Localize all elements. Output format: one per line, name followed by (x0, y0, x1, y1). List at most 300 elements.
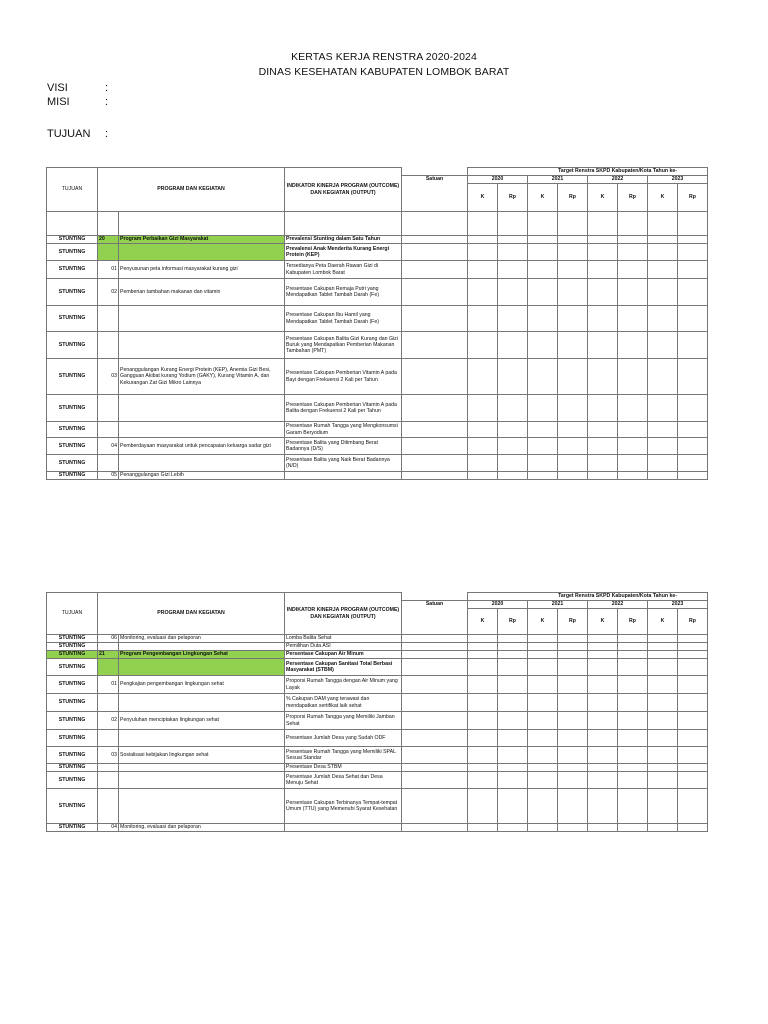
cell-target (528, 643, 558, 651)
cell-target (558, 306, 588, 332)
cell-target (648, 789, 678, 824)
cell-target (648, 261, 678, 279)
misi-colon: : (105, 96, 109, 108)
cell-tujuan: STUNTING (47, 438, 98, 455)
cell-target (528, 764, 558, 772)
cell-target (588, 764, 618, 772)
cell-indikator: Presentase Rumah Tangga yang Memiliki SPAL Sesuai Standar (285, 747, 402, 764)
cell-tujuan: STUNTING (47, 694, 98, 712)
table-row (47, 659, 708, 676)
cell-satuan (402, 730, 468, 747)
visi-colon: : (105, 82, 109, 94)
cell-indikator (285, 824, 402, 832)
cell-target (468, 261, 498, 279)
cell-target (678, 635, 708, 643)
cell-target (498, 694, 528, 712)
cell-tujuan: STUNTING (47, 643, 98, 651)
cell-target (618, 472, 648, 480)
table-row (47, 651, 708, 659)
cell-code: 02 (98, 279, 119, 306)
cell-target (618, 712, 648, 730)
cell-target (648, 712, 678, 730)
cell-target (558, 747, 588, 764)
cell-target (558, 332, 588, 359)
header-rp: Rp (678, 609, 708, 635)
cell-program (119, 395, 285, 422)
cell-target (528, 789, 558, 824)
cell-target (648, 244, 678, 261)
cell-target (468, 824, 498, 832)
cell-target (648, 747, 678, 764)
cell-target (588, 438, 618, 455)
cell-target (588, 244, 618, 261)
cell-satuan (402, 472, 468, 480)
header-k: K (528, 184, 558, 212)
cell-target (648, 694, 678, 712)
cell-target (528, 712, 558, 730)
header-satuan: Satuan (402, 176, 468, 212)
cell-target (528, 747, 558, 764)
cell-code: 05 (98, 472, 119, 480)
header-k: K (588, 609, 618, 635)
cell-target (468, 306, 498, 332)
cell-target (558, 261, 588, 279)
header-rp: Rp (558, 184, 588, 212)
header-tujuan: TUJUAN (47, 168, 98, 212)
cell-target (648, 764, 678, 772)
cell-target (498, 712, 528, 730)
cell-indikator: Prevalensi Anak Menderita Kurang Energi Protein (KEP) (285, 244, 402, 261)
cell-satuan (402, 747, 468, 764)
cell-satuan (402, 332, 468, 359)
cell-program: Penanggulangan Gizi Lebih (119, 472, 285, 480)
cell-tujuan: STUNTING (47, 712, 98, 730)
cell-indikator: Lomba Balita Sehat (285, 635, 402, 643)
cell-code: 21 (98, 651, 119, 659)
cell-satuan (402, 694, 468, 712)
header-k: K (588, 184, 618, 212)
cell-target (528, 730, 558, 747)
cell-target (678, 332, 708, 359)
cell-target (528, 651, 558, 659)
cell-tujuan: STUNTING (47, 422, 98, 438)
table-row (47, 635, 708, 643)
cell-target (468, 676, 498, 694)
document-title: KERTAS KERJA RENSTRA 2020-2024 (291, 51, 477, 63)
cell-target (498, 747, 528, 764)
cell-target (588, 676, 618, 694)
cell-code (98, 772, 119, 789)
header-tujuan: TUJUAN (47, 593, 98, 635)
header-indikator: INDIKATOR KINERJA PROGRAM (OUTCOME) DAN KEGIATAN (OUTPUT) (285, 168, 402, 212)
tujuan-label: TUJUAN (47, 128, 91, 140)
cell-target (678, 789, 708, 824)
cell-satuan (402, 789, 468, 824)
header-year-2022: 2022 (588, 601, 648, 609)
cell-tujuan: STUNTING (47, 651, 98, 659)
cell-target (618, 772, 648, 789)
cell-target (648, 395, 678, 422)
cell-target (558, 764, 588, 772)
cell-target (558, 676, 588, 694)
cell-target (528, 694, 558, 712)
cell-target (498, 332, 528, 359)
cell-target (498, 651, 528, 659)
cell-tujuan: STUNTING (47, 261, 98, 279)
renstra-table-1 (46, 167, 708, 480)
cell-program (119, 455, 285, 472)
cell-target (468, 694, 498, 712)
header-year-2020: 2020 (468, 601, 528, 609)
cell-indikator: Presentase Cakupan Ibu Hamil yang Mendapatkan Tablet Tambah Darah (Fe) (285, 306, 402, 332)
cell-code: 04 (98, 438, 119, 455)
cell-satuan (402, 244, 468, 261)
cell-indikator: Presentase Balita yang Ditimbang Berat Badannya (D/S) (285, 438, 402, 455)
cell-target (558, 244, 588, 261)
cell-tujuan: STUNTING (47, 455, 98, 472)
cell-target (498, 438, 528, 455)
cell-target (678, 694, 708, 712)
cell-target (468, 455, 498, 472)
cell-program (119, 643, 285, 651)
cell-target (588, 261, 618, 279)
cell-target (498, 676, 528, 694)
cell-target (498, 730, 528, 747)
cell-target (558, 635, 588, 643)
cell-program: Penyusunan peta informasi masyarakat kurang gizi (119, 261, 285, 279)
header-year-2020: 2020 (468, 176, 528, 184)
cell-target (498, 772, 528, 789)
cell-tujuan: STUNTING (47, 279, 98, 306)
cell-target (468, 764, 498, 772)
cell-satuan (402, 659, 468, 676)
cell-program: Penyuluhan menciptakan lingkungan sehat (119, 712, 285, 730)
cell-target (528, 306, 558, 332)
cell-tujuan: STUNTING (47, 676, 98, 694)
header-year-2021: 2021 (528, 601, 588, 609)
cell-indikator: Presentase Rumah Tangga yang Mengkonsumsi Garam Beryodium (285, 422, 402, 438)
cell-target (678, 438, 708, 455)
cell-indikator: Presentase Desa STBM (285, 764, 402, 772)
cell-target (618, 359, 648, 395)
table-row (47, 332, 708, 359)
cell-target (618, 395, 648, 422)
cell-target (678, 824, 708, 832)
table-2-body (47, 635, 708, 832)
cell-program (119, 772, 285, 789)
cell-target (498, 306, 528, 332)
cell-tujuan: STUNTING (47, 359, 98, 395)
table-row (47, 438, 708, 455)
cell-target (618, 261, 648, 279)
cell-target (648, 472, 678, 480)
cell-program (119, 730, 285, 747)
cell-target (528, 279, 558, 306)
cell-program: Pemberian tambahan makanan dan vitamin (119, 279, 285, 306)
cell-satuan (402, 359, 468, 395)
cell-target (648, 306, 678, 332)
document-subtitle: DINAS KESEHATAN KABUPATEN LOMBOK BARAT (258, 66, 510, 78)
cell-target (558, 422, 588, 438)
cell-target (468, 332, 498, 359)
cell-target (528, 359, 558, 395)
table-1-body (47, 236, 708, 480)
cell-code: 01 (98, 676, 119, 694)
cell-target (588, 635, 618, 643)
header-rp: Rp (558, 609, 588, 635)
cell-target (528, 824, 558, 832)
cell-code (98, 395, 119, 422)
cell-code (98, 422, 119, 438)
cell-indikator: Presentase Cakupan Pemberian Vitamin A pada Bayi dengan Frekuensi 2 Kali per Tahun (285, 359, 402, 395)
cell-target (528, 395, 558, 422)
cell-target (678, 772, 708, 789)
cell-target (618, 279, 648, 306)
cell-target (468, 651, 498, 659)
cell-code: 03 (98, 359, 119, 395)
cell-program: Program Perbaikan Gizi Masyarakat (119, 236, 285, 244)
cell-satuan (402, 676, 468, 694)
cell-target (588, 659, 618, 676)
header-k: K (528, 609, 558, 635)
cell-target (498, 455, 528, 472)
cell-indikator: Prevalensi Stunting dalam Satu Tahun (285, 236, 402, 244)
cell-target (468, 395, 498, 422)
cell-target (618, 651, 648, 659)
cell-tujuan: STUNTING (47, 824, 98, 832)
cell-target (558, 643, 588, 651)
header-year-2023: 2023 (648, 176, 708, 184)
cell-target (648, 659, 678, 676)
cell-program: Pengkajian pengembangan lingkungan sehat (119, 676, 285, 694)
cell-target (678, 712, 708, 730)
cell-target (468, 730, 498, 747)
table-row (47, 730, 708, 747)
cell-indikator (285, 472, 402, 480)
cell-target (678, 472, 708, 480)
header-rp: Rp (618, 609, 648, 635)
cell-target (468, 279, 498, 306)
cell-target (588, 643, 618, 651)
cell-target (678, 422, 708, 438)
cell-target (528, 261, 558, 279)
cell-program (119, 332, 285, 359)
cell-indikator: Presentase Cakupan Remaja Putri yang Mendapatkan Tablet Tambah Darah (Fe) (285, 279, 402, 306)
cell-target (588, 236, 618, 244)
cell-target (678, 306, 708, 332)
header-target: Target Renstra SKPD Kabupaten/Kota Tahun ke- (468, 168, 708, 176)
cell-target (558, 438, 588, 455)
tujuan-colon: : (105, 128, 109, 140)
cell-target (588, 422, 618, 438)
header-target: Target Renstra SKPD Kabupaten/Kota Tahun ke- (468, 593, 708, 601)
cell-target (468, 422, 498, 438)
cell-target (618, 676, 648, 694)
cell-program: Program Pengembangan Lingkungan Sehat (119, 651, 285, 659)
cell-tujuan: STUNTING (47, 244, 98, 261)
cell-program (119, 659, 285, 676)
cell-target (558, 651, 588, 659)
cell-target (618, 694, 648, 712)
cell-code (98, 455, 119, 472)
cell-tujuan: STUNTING (47, 764, 98, 772)
cell-code: 02 (98, 712, 119, 730)
cell-target (558, 694, 588, 712)
cell-target (468, 244, 498, 261)
cell-target (498, 824, 528, 832)
cell-target (498, 244, 528, 261)
table-row (47, 236, 708, 244)
cell-target (648, 279, 678, 306)
table-row (47, 747, 708, 764)
cell-satuan (402, 438, 468, 455)
cell-tujuan: STUNTING (47, 747, 98, 764)
cell-target (618, 789, 648, 824)
cell-target (618, 730, 648, 747)
cell-target (648, 676, 678, 694)
cell-code (98, 643, 119, 651)
cell-target (468, 789, 498, 824)
cell-target (648, 730, 678, 747)
cell-target (498, 279, 528, 306)
cell-satuan (402, 422, 468, 438)
cell-tujuan: STUNTING (47, 789, 98, 824)
cell-program (119, 422, 285, 438)
cell-program: Pemberdayaan masyarakat untuk pencapaian keluarga sadar gizi (119, 438, 285, 455)
header-k: K (648, 184, 678, 212)
cell-indikator: Pemilihan Duta ASI (285, 643, 402, 651)
cell-target (528, 244, 558, 261)
cell-target (528, 236, 558, 244)
cell-program: Penanggulangan Kurang Energi Protein (KEP), Anemia Gizi Besi, Gangguan Akibat kurang Yodium (GAKY), Kurang Vitamin A, dan Kekurangan Zat Gizi Mikro Lainnya (119, 359, 285, 395)
cell-satuan (402, 772, 468, 789)
cell-target (648, 772, 678, 789)
header-k: K (648, 609, 678, 635)
cell-target (618, 422, 648, 438)
table-row (47, 772, 708, 789)
cell-target (588, 455, 618, 472)
cell-program (119, 764, 285, 772)
cell-target (588, 772, 618, 789)
cell-tujuan: STUNTING (47, 472, 98, 480)
cell-target (558, 279, 588, 306)
cell-program (119, 306, 285, 332)
cell-target (498, 395, 528, 422)
cell-target (648, 359, 678, 395)
cell-satuan (402, 764, 468, 772)
cell-target (648, 635, 678, 643)
cell-code (98, 332, 119, 359)
cell-target (468, 712, 498, 730)
table-row (47, 676, 708, 694)
cell-target (648, 651, 678, 659)
cell-target (648, 438, 678, 455)
cell-target (588, 694, 618, 712)
cell-target (648, 455, 678, 472)
cell-target (678, 395, 708, 422)
cell-target (528, 332, 558, 359)
cell-target (618, 332, 648, 359)
cell-target (558, 455, 588, 472)
cell-target (588, 279, 618, 306)
cell-target (618, 824, 648, 832)
table-row (47, 824, 708, 832)
cell-program: Monitoring, evaluasi dan pelaporan (119, 635, 285, 643)
cell-target (588, 472, 618, 480)
table-row (47, 395, 708, 422)
header-year-2022: 2022 (588, 176, 648, 184)
cell-indikator: Tersedianya Peta Daerah Rawan Gizi di Kabupaten Lombok Barat (285, 261, 402, 279)
cell-indikator: Persentase Cakupan Air Minum (285, 651, 402, 659)
table-row (47, 422, 708, 438)
cell-target (618, 244, 648, 261)
cell-target (468, 236, 498, 244)
cell-tujuan: STUNTING (47, 659, 98, 676)
cell-indikator: Persentase Jumlah Desa Sehat dan Desa Menuju Sehat (285, 772, 402, 789)
cell-target (558, 236, 588, 244)
cell-code (98, 244, 119, 261)
cell-tujuan: STUNTING (47, 635, 98, 643)
cell-target (648, 236, 678, 244)
cell-target (588, 332, 618, 359)
cell-target (618, 659, 648, 676)
header-program: PROGRAM DAN KEGIATAN (98, 168, 285, 212)
cell-satuan (402, 635, 468, 643)
cell-indikator: Presentase Cakupan Pemberian Vitamin A pada Balita dengan Frekuensi 2 Kali per Tahun (285, 395, 402, 422)
cell-target (618, 236, 648, 244)
renstra-table-2 (46, 592, 708, 832)
cell-target (678, 659, 708, 676)
cell-code: 03 (98, 747, 119, 764)
cell-target (528, 472, 558, 480)
cell-target (528, 676, 558, 694)
cell-target (678, 730, 708, 747)
cell-satuan (402, 455, 468, 472)
cell-target (468, 359, 498, 395)
cell-target (468, 635, 498, 643)
cell-target (678, 236, 708, 244)
cell-target (588, 395, 618, 422)
cell-tujuan: STUNTING (47, 730, 98, 747)
cell-indikator: Persentase Cakupan Sanitasi Total Berbasi Masyarakat (STBM) (285, 659, 402, 676)
table-row (47, 694, 708, 712)
header-rp: Rp (498, 184, 528, 212)
cell-target (468, 659, 498, 676)
cell-indikator: Presentase Jumlah Desa yang Sudah ODF (285, 730, 402, 747)
cell-target (558, 730, 588, 747)
cell-target (558, 712, 588, 730)
cell-target (648, 643, 678, 651)
cell-code (98, 764, 119, 772)
header-k: K (468, 184, 498, 212)
cell-code (98, 306, 119, 332)
table-row (47, 472, 708, 480)
cell-target (468, 472, 498, 480)
cell-target (558, 824, 588, 832)
cell-target (498, 764, 528, 772)
cell-target (558, 789, 588, 824)
cell-indikator: % Cakupan DAM yang terawasi dan mendapatkan sertifikat laik sehat (285, 694, 402, 712)
table-row (47, 279, 708, 306)
cell-target (618, 438, 648, 455)
cell-tujuan: STUNTING (47, 332, 98, 359)
cell-indikator: Presentase Cakupan Balita Gizi Kurang dan Gizi Buruk yang Mendapatkan Pemberian Makanan Tambahan (PMT) (285, 332, 402, 359)
cell-target (498, 643, 528, 651)
cell-target (618, 635, 648, 643)
cell-target (468, 643, 498, 651)
cell-satuan (402, 261, 468, 279)
table-row (47, 261, 708, 279)
